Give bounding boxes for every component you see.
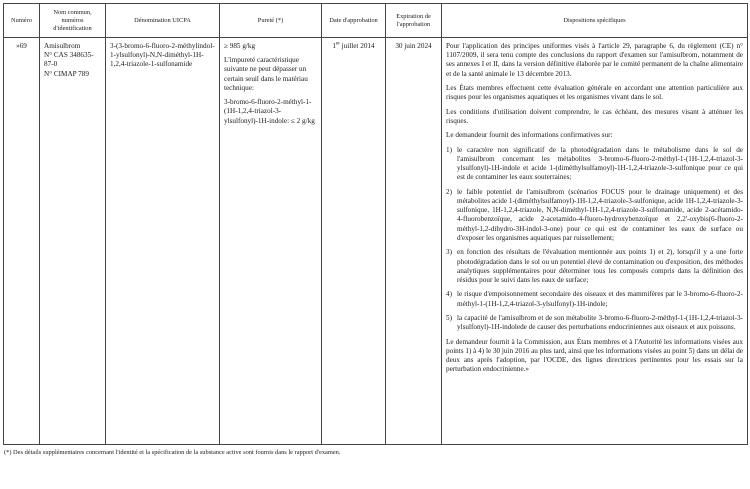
purity-impurity-note: L'impureté caractéristique suivante ne peut dépasser un certain seuil dans le matériau technique: — [224, 56, 308, 92]
list-item-number: 1) — [446, 145, 452, 154]
header-number: Numéro — [4, 4, 40, 38]
list-item-text: la capacité de l'amisulbrom et de son métabolite 3-bromo-6-fluoro-2-méthyl-1-(1H-1,2,4-triazol-3-ylsulfonyl)-1H-indolede de causer des perturbations endocriniennes aux oiseaux et aux poissons. — [457, 313, 743, 332]
header-provisions: Dispositions spécifiques — [442, 4, 748, 38]
cell-common-name — [40, 38, 106, 445]
list-item-text: le risque d'empoisonnement secondaire des oiseaux et des mammifères par le 3-bromo-6-fluoro-2-méthyl-1-(1H-1,2,4-triazol-3-ylsulfonyl)-1H-indole; — [457, 290, 743, 308]
list-item-number: 2) — [446, 187, 452, 196]
cell-provisions — [442, 38, 748, 445]
list-item-number: 5) — [446, 313, 452, 322]
table-row — [4, 38, 748, 445]
purity-value: ≥ 985 g/kg — [224, 42, 256, 50]
provision-paragraph-2: Les États membres effectuent cette évaluation générale en accordant une attention particulière aux risques pour les organismes aquatiques et les organismes vivant dans le sol. — [446, 84, 743, 102]
purity-impurity-limit: 3-bromo-6-fluoro-2-méthyl-1-(1H-1,2,4-triazol-3-ylsulfonyl)-1H-indole: ≤ 2 g/kg — [224, 98, 315, 125]
header-expiry: Expiration de l'approbation — [386, 4, 442, 38]
cell-purity — [220, 38, 322, 445]
cell-approval-date — [322, 38, 386, 445]
cipac-number: N° CIMAP 789 — [44, 69, 89, 78]
header-common-name: Nom commun, numéros d'identification — [40, 4, 106, 38]
provision-paragraph-1: Pour l'application des principes uniformes visés à l'article 29, paragraphe 6, du règlement (CE) n° 1107/2009, il sera tenu compte des conclusions du rapport d'examen sur l'amisulbrom, notamment de ses annexes I et II, dans la version définitive élaborée par le comité permanent de la chaîne alimentaire et de la santé animale le 13 décembre 2013. — [446, 42, 743, 78]
provision-paragraph-5: Le demandeur fournit à la Commission, aux États membres et à l'Autorité les informations visées aux points 1) à 4) le 30 juin 2016 au plus tard, ainsi que les informations visées au point 5) dans un délai de deux ans après l'adoption, par l'OCDE, des lignes directrices pertinentes pour les essais sur la perturbation endocrinienne.» — [446, 337, 743, 374]
list-item — [446, 314, 743, 332]
header-approval-date: Date d'approbation — [322, 4, 386, 38]
table-header-row — [4, 4, 748, 38]
list-item-number: 4) — [446, 290, 452, 299]
footnote: (*) Des détails supplémentaires concernant l'identité et la spécification de la substance active sont fournis dans le rapport d'examen. — [4, 449, 341, 456]
list-item — [446, 146, 743, 183]
list-item-text: en fonction des résultats de l'évaluation mentionnée aux points 1) et 2), lorsqu'il y a une forte photodégradation dans le sol ou un potentiel élevé de contamination ou d'exposition, des méthodes analytiques supplémentaires pour déterminer tous les composés compris dans la définition des résidus pour le suivi dans les eaux de surface; — [457, 248, 743, 284]
cas-number: N° CAS 348635-87-0 — [44, 51, 94, 69]
approval-rest: juillet 2014 — [339, 42, 375, 50]
substance-table — [3, 3, 748, 445]
list-item — [446, 290, 743, 308]
approval-sup: er — [335, 41, 340, 47]
cell-expiry-date: 30 juin 2024 — [386, 38, 442, 445]
cell-iupac-name: 3-(3-bromo-6-fluoro-2-méthylindol-1-ylsulfonyl)-N,N-diméthyl-1H-1,2,4-triazole-1-sulfonamide — [106, 38, 220, 445]
header-iupac: Dénomination UICPA — [106, 4, 220, 38]
substance-name: Amisulbrom — [44, 42, 81, 50]
list-item-number: 3) — [446, 248, 452, 257]
header-purity: Pureté (*) — [220, 4, 322, 38]
cell-number: »69 — [4, 38, 40, 445]
provision-paragraph-3: Les conditions d'utilisation doivent comprendre, le cas échéant, des mesures visant à atténuer les risques. — [446, 107, 743, 125]
list-item — [446, 188, 743, 243]
list-item-text: le faible potentiel de l'amisulbrom (scénarios FOCUS pour le drainage uniquement) et des métabolites acide 1-(diméthylsulfamoyl)-1H-1,2,4-triazole-3-sulfonique, acide 1H-1,2,4-triazole-3-sulfonique, 1H-1,2,4-triazole, N,N-diméthyl-1H-1,2,4-triazole-3-sulfonamide, acide 2-acétamido-4-fluorobenzoïque, acide 2-acetamido-4-fluoro-hydroxybenzoïque et 2,2'-oxybis(6-fluoro-2-méthyl-1,2-dihydro-3H-indol-3-one) pour ce qui est de contaminer les eaux de surface ou d'exposer les organismes aquatiques par ruissellement; — [457, 187, 744, 242]
document-page — [3, 3, 747, 456]
approval-day: 1 — [332, 42, 336, 50]
provision-paragraph-4: Le demandeur fournit des informations confirmatives sur: — [446, 131, 613, 140]
list-item — [446, 248, 743, 285]
list-item-text: le caractère non significatif de la photodégradation dans le métabolisme dans le sol de l'amisulbrom concernant les métabolites 3-bromo-6-fluoro-2-méthyl-1-(1H-1,2,4-triazol-3-ylsulfonyl)-1H-indole et acide 1-(diméthylsulfamoyl)-1H-1,2,4-triazole-3-sulfonique pour ce qui est de contaminer les eaux souterraines; — [457, 145, 743, 182]
